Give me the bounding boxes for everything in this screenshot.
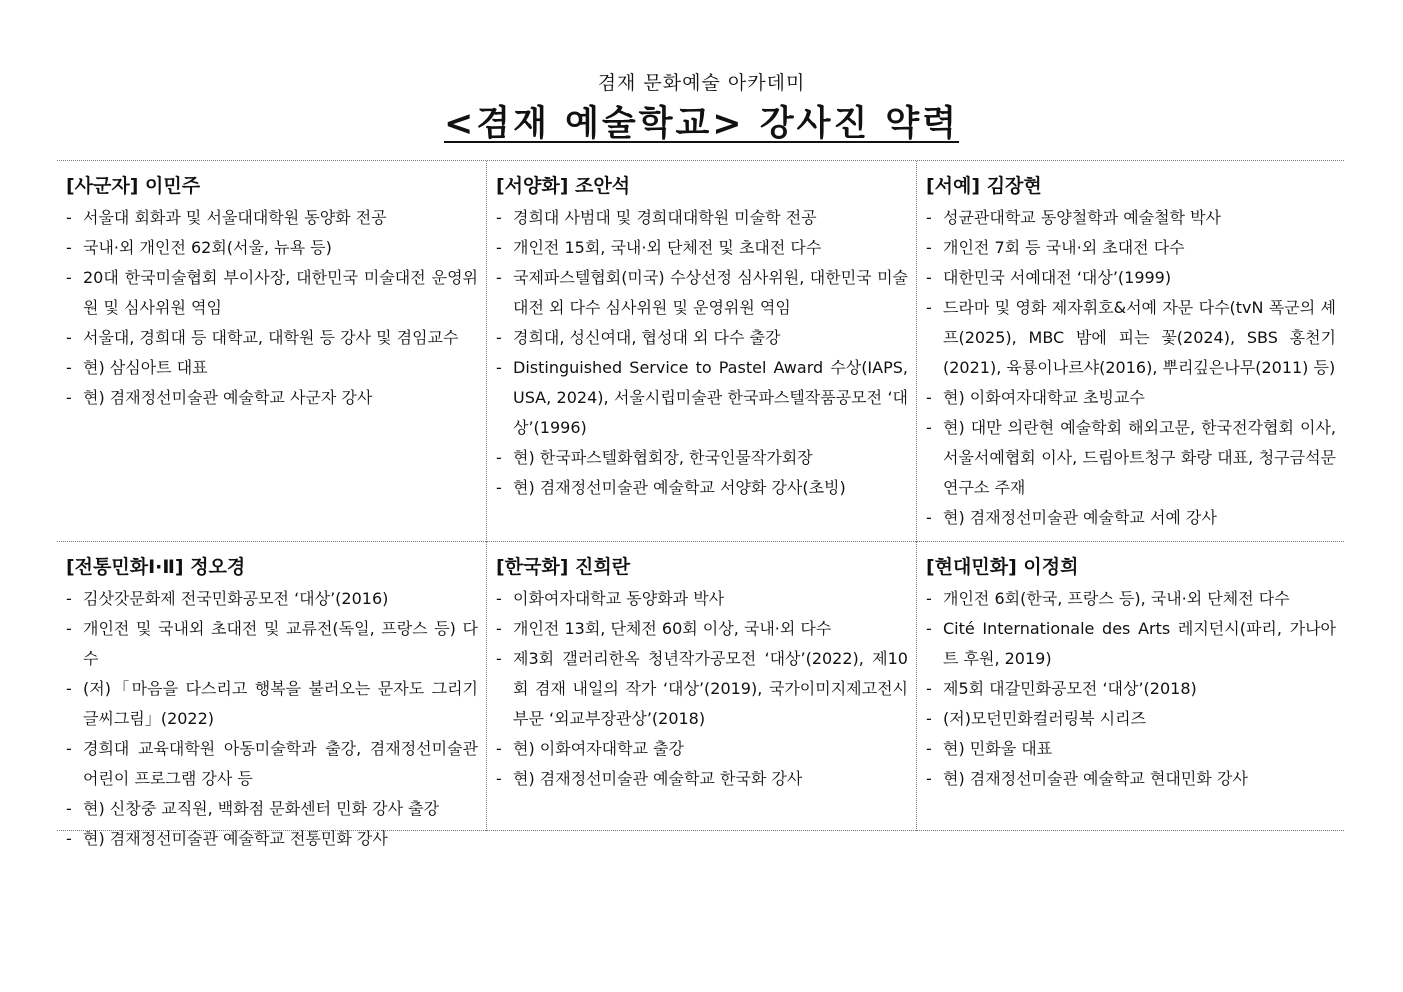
career-item: - 이화여자대학교 동양화과 박사: [496, 584, 908, 614]
career-item: - 현) 겸재정선미술관 예술학교 전통민화 강사: [66, 824, 478, 854]
career-item: - 현) 겸재정선미술관 예술학교 사군자 강사: [66, 383, 478, 413]
career-item: - Distinguished Service to Pastel Award 수상(IAPS, USA, 2024), 서울시립미술관 한국파스텔작품공모전 ‘대상’(1996): [496, 353, 908, 443]
instructor-card-western-painting: [486, 161, 916, 542]
career-item: - Cité Internationale des Arts 레지던시(파리, 가나아트 후원, 2019): [926, 614, 1336, 674]
career-list: [496, 584, 908, 794]
career-item: - 제3회 갤러리한옥 청년작가공모전 ‘대상’(2022), 제10회 겸재 내일의 작가 ‘대상’(2019), 국가이미지제고전시부문 ‘외교부장관상’(2018): [496, 644, 908, 734]
instructor-card-calligraphy: [916, 161, 1344, 542]
academy-subtitle: 겸재 문화예술 아카데미: [597, 72, 806, 94]
career-list: [66, 203, 478, 413]
career-item: - 현) 이화여자대학교 초빙교수: [926, 383, 1336, 413]
career-item: - 경희대 교육대학원 아동미술학과 출강, 겸재정선미술관 어린이 프로그램 강사 등: [66, 734, 478, 794]
career-item: - 20대 한국미술협회 부이사장, 대한민국 미술대전 운영위원 및 심사위원 역임: [66, 263, 478, 323]
career-item: - 현) 대만 의란현 예술학회 해외고문, 한국전각협회 이사, 서울서예협회 이사, 드림아트청구 화랑 대표, 청구금석문연구소 주재: [926, 413, 1336, 503]
page-title-text: <겸재 예술학교> 강사진 약력: [443, 104, 960, 144]
career-item: - 개인전 15회, 국내·외 단체전 및 초대전 다수: [496, 233, 908, 263]
instructor-card-korean-painting: [486, 542, 916, 831]
career-list: [926, 203, 1336, 533]
career-item: - 현) 이화여자대학교 출강: [496, 734, 908, 764]
career-item: - (저)「마음을 다스리고 행복을 불러오는 문자도 그리기 글씨그림」(2022): [66, 674, 478, 734]
instructor-card-modern-minhwa: [916, 542, 1344, 831]
career-list: [496, 203, 908, 503]
career-item: - 현) 민화울 대표: [926, 734, 1336, 764]
career-item: - 서울대, 경희대 등 대학교, 대학원 등 강사 및 겸임교수: [66, 323, 478, 353]
career-item: - 국내·외 개인전 62회(서울, 뉴욕 등): [66, 233, 478, 263]
career-list: [66, 584, 478, 854]
career-item: - 성균관대학교 동양철학과 예술철학 박사: [926, 203, 1336, 233]
instructor-card-traditional-minhwa: [57, 542, 486, 848]
instructor-card-sagunja: [57, 161, 486, 542]
career-item: - (저)모던민화컬러링북 시리즈: [926, 704, 1336, 734]
instructor-heading: [한국화] 진희란: [496, 556, 631, 578]
career-item: - 대한민국 서예대전 ‘대상’(1999): [926, 263, 1336, 293]
career-item: - 현) 신창중 교직원, 백화점 문화센터 민화 강사 출강: [66, 794, 478, 824]
career-item: - 제5회 대갈민화공모전 ‘대상’(2018): [926, 674, 1336, 704]
career-item: - 국제파스텔협회(미국) 수상선정 심사위원, 대한민국 미술대전 외 다수 심사위원 및 운영위원 역임: [496, 263, 908, 323]
career-item: - 경희대, 성신여대, 협성대 외 다수 출강: [496, 323, 908, 353]
page-title: [0, 96, 1403, 146]
career-item: - 개인전 7회 등 국내·외 초대전 다수: [926, 233, 1336, 263]
career-item: - 개인전 6회(한국, 프랑스 등), 국내·외 단체전 다수: [926, 584, 1336, 614]
career-item: - 김삿갓문화제 전국민화공모전 ‘대상’(2016): [66, 584, 478, 614]
career-item: - 현) 겸재정선미술관 예술학교 한국화 강사: [496, 764, 908, 794]
career-item: - 현) 한국파스텔화협회장, 한국인물작가회장: [496, 443, 908, 473]
career-item: - 현) 겸재정선미술관 예술학교 서예 강사: [926, 503, 1336, 533]
career-list: [926, 584, 1336, 794]
instructor-heading: [전통민화Ⅰ·Ⅱ] 정오경: [66, 556, 246, 578]
instructor-heading: [현대민화] 이정희: [926, 556, 1079, 578]
career-item: - 드라마 및 영화 제자휘호&서예 자문 다수(tvN 폭군의 셰프(2025), MBC 밤에 피는 꽃(2024), SBS 홍천기(2021), 육룡이나르샤(2016), 뿌리깊은나무(2011) 등): [926, 293, 1336, 383]
instructor-heading: [서양화] 조안석: [496, 175, 631, 197]
career-item: - 서울대 회화과 및 서울대대학원 동양화 전공: [66, 203, 478, 233]
instructor-heading: [사군자] 이민주: [66, 175, 201, 197]
career-item: - 개인전 및 국내외 초대전 및 교류전(독일, 프랑스 등) 다수: [66, 614, 478, 674]
career-item: - 현) 삼심아트 대표: [66, 353, 478, 383]
instructor-heading: [서예] 김장현: [926, 175, 1042, 197]
career-item: - 현) 겸재정선미술관 예술학교 서양화 강사(초빙): [496, 473, 908, 503]
instructor-grid: [57, 160, 1344, 848]
career-item: - 경희대 사범대 및 경희대대학원 미술학 전공: [496, 203, 908, 233]
career-item: - 현) 겸재정선미술관 예술학교 현대민화 강사: [926, 764, 1336, 794]
career-item: - 개인전 13회, 단체전 60회 이상, 국내·외 다수: [496, 614, 908, 644]
